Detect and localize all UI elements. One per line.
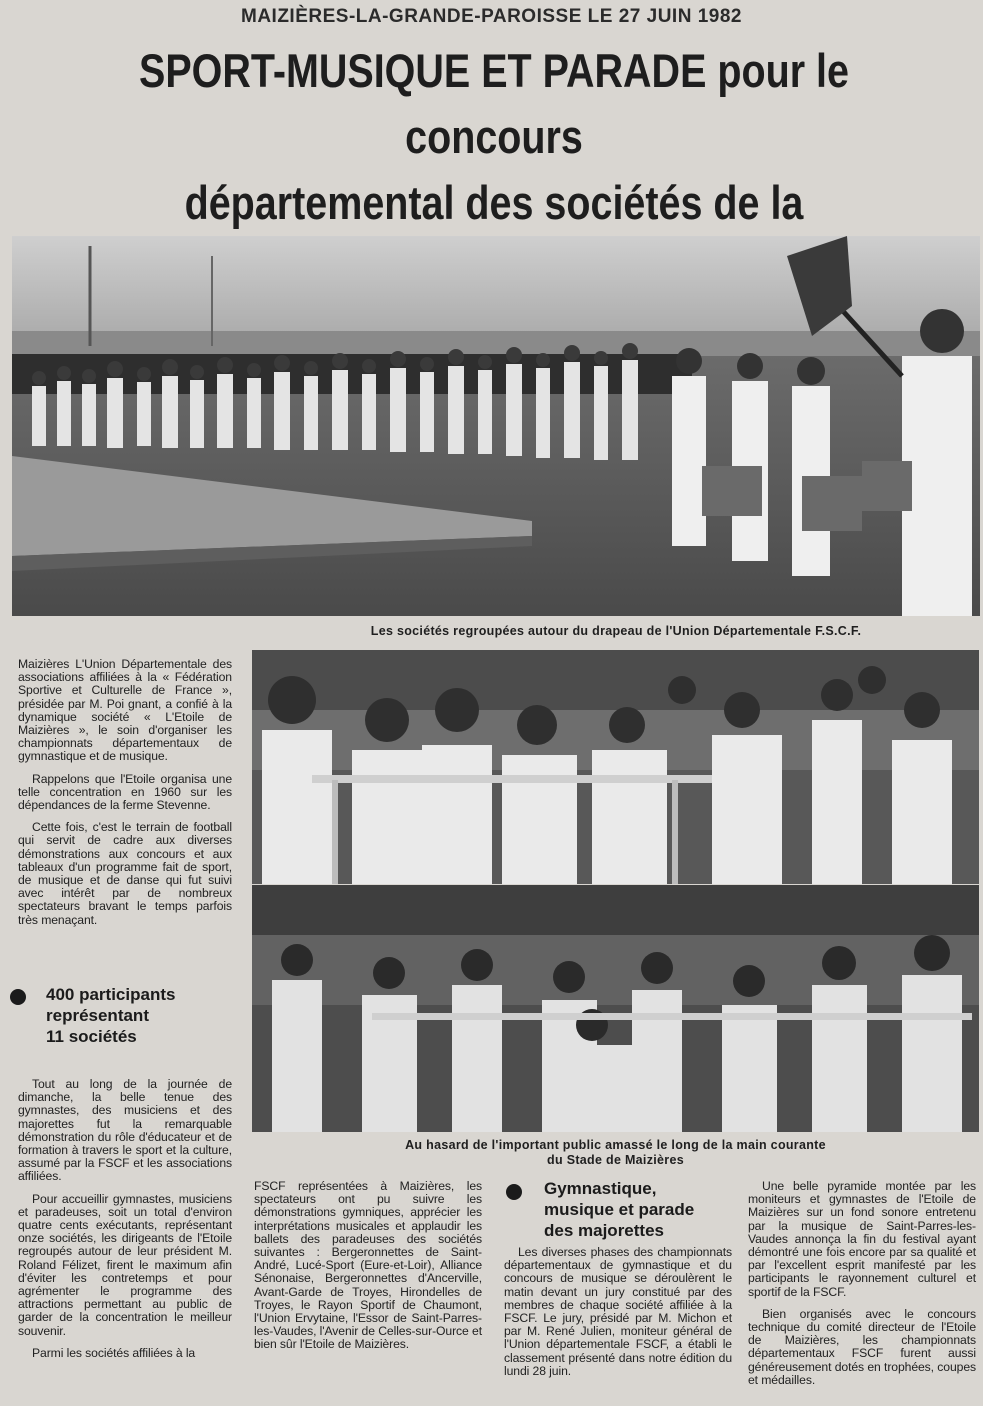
subhead-gymnastique-line-2: musique et parade: [544, 1200, 695, 1219]
paragraph: Bien organisés avec le concours technique du comité directeur de l'Etoile de Maizières, les championnats départementaux FSCF furent aussi généreusement dotés en trophées, coupes et médailles.: [748, 1306, 976, 1387]
paragraph: Maizières L'Union Départementale des associations affiliées à la « Fédération Sportive et Culturelle de France », présidée par M. Poi gnant, a confié à la dynamique société « L'Etoile de Maizières », le soin d'organiser les championnats départementaux de gymnastique et de musique.: [18, 657, 232, 764]
photo-spectators-2-image: [252, 885, 979, 1132]
article-column-1b: [18, 1078, 232, 1369]
headline-line-2: départemental des sociétés de la: [184, 176, 804, 229]
paragraph: Rappelons que l'Etoile organisa une telle concentration en 1960 sur les dépendances de la ferme Stevenne.: [18, 771, 232, 813]
caption-bottom-line-1: Au hasard de l'important public amassé le long de la main courante: [405, 1138, 826, 1152]
photo-spectators-2: [252, 885, 979, 1132]
paragraph: Pour accueillir gymnastes, musiciens et paradeuses, soit un total d'environ quatre cents exécutants, représentant onze sociétés, les dirigeants de l'Etoile regroupés autour de leur président M. Roland Félizet, firent le maximum afin d'éviter les contretemps et pour agrémenter le programme des attractions permettant au public de garder de la concentration le meilleur souvenir.: [18, 1191, 232, 1338]
article-column-3: [504, 1246, 732, 1387]
subhead-gymnastique-line-3: des majorettes: [544, 1221, 664, 1240]
caption-bottom-line-2: du Stade de Maizières: [547, 1153, 684, 1167]
headline-line-1: [96, 38, 892, 170]
paragraph: Cette fois, c'est le terrain de football qui servit de cadre aux diverses démonstrations aux concours et aux tableaux d'un programme fait de sport, de musique et de danse qui fut suivi avec intérêt par de nombreux spectateurs bravant le temps parfois très menaçant.: [18, 820, 232, 927]
caption-bottom-photo: [252, 1138, 979, 1168]
dateline-date: LE 27 JUIN 1982: [587, 6, 742, 27]
photo-field-parade: [12, 236, 980, 616]
photo-field-parade-image: [12, 236, 980, 616]
paragraph: Les diverses phases des championnats départementaux de gymnastique et du concours de musique se déroulèrent le matin devant un jury constitué par des membres de chaque société affiliée à la FSCF. Le jury, présidé par M. Michon et par M. René Julien, moniteur général de l'Union départementale FSCF, a établi le classement présenté dans notre édition du lundi 28 juin.: [504, 1245, 732, 1378]
subhead-participants-line-1: 400 participants: [46, 985, 176, 1004]
subhead-participants: [46, 984, 236, 1047]
subhead-gymnastique-line-1: Gymnastique,: [544, 1179, 657, 1198]
bullet-icon: [506, 1184, 522, 1200]
headline-caps: SPORT-MUSIQUE ET PARADE: [139, 44, 707, 97]
subhead-gymnastique: [544, 1178, 740, 1241]
paragraph: Tout au long de la journée de dimanche, la belle tenue des gymnastes, des musiciens et des majorettes fut la remarquable démonstration du rôle d'éducateur et de formation à travers le sport et la culture, assumé par la FSCF et les associations affiliées.: [18, 1077, 232, 1184]
article-column-2: [254, 1180, 482, 1361]
subhead-participants-line-3: 11 sociétés: [46, 1027, 137, 1046]
caption-top-photo: Les sociétés regroupées autour du drapeau de l'Union Départementale F.S.C.F.: [370, 624, 862, 638]
dateline-place: MAIZIÈRES-LA-GRANDE-PAROISSE: [241, 6, 582, 27]
article-column-4: [748, 1180, 976, 1396]
paragraph: FSCF représentées à Maizières, les spectateurs ont pu suivre les démonstrations gymniques, apprécier les interprétations musicales et applaudir les ballets des paradeuses des sociétés suivantes : Bergeronnettes de Saint-André, Lucé-Sport (Eure-et-Loir), Alliance Sénonaise, Bergeronnettes d'Ancerville, Avant-Garde de Troyes, Hirondelles de Troyes, le Rayon Sportif de Chaumont, l'Union Ervytaine, l'Essor de Saint-Parres-les-Vaudes, l'Avenir de Celles-sur-Ource et bien sûr l'Etoile de Maizières.: [254, 1179, 482, 1352]
paragraph: Parmi les sociétés affiliées à la: [32, 1345, 196, 1360]
subhead-participants-line-2: représentant: [46, 1006, 149, 1025]
article-column-1: [18, 658, 232, 936]
dateline: [0, 6, 983, 28]
paragraph: Une belle pyramide montée par les moniteurs et gymnastes de l'Etoile de Maizières sur un fond sonore entretenu par la musique de Saint-Parres-les-Vaudes annonça la fin du festival ayant démontré une fois encore par sa qualité et par l'excellent esprit manifesté par les participants le rayonnement culturel et sportif de la FSCF.: [748, 1179, 976, 1299]
bullet-icon: [10, 989, 26, 1005]
photo-spectators-1-image: [252, 650, 979, 884]
photo-spectators-1: [252, 650, 979, 884]
headline-line-1-rest: pour le concours: [405, 44, 849, 163]
